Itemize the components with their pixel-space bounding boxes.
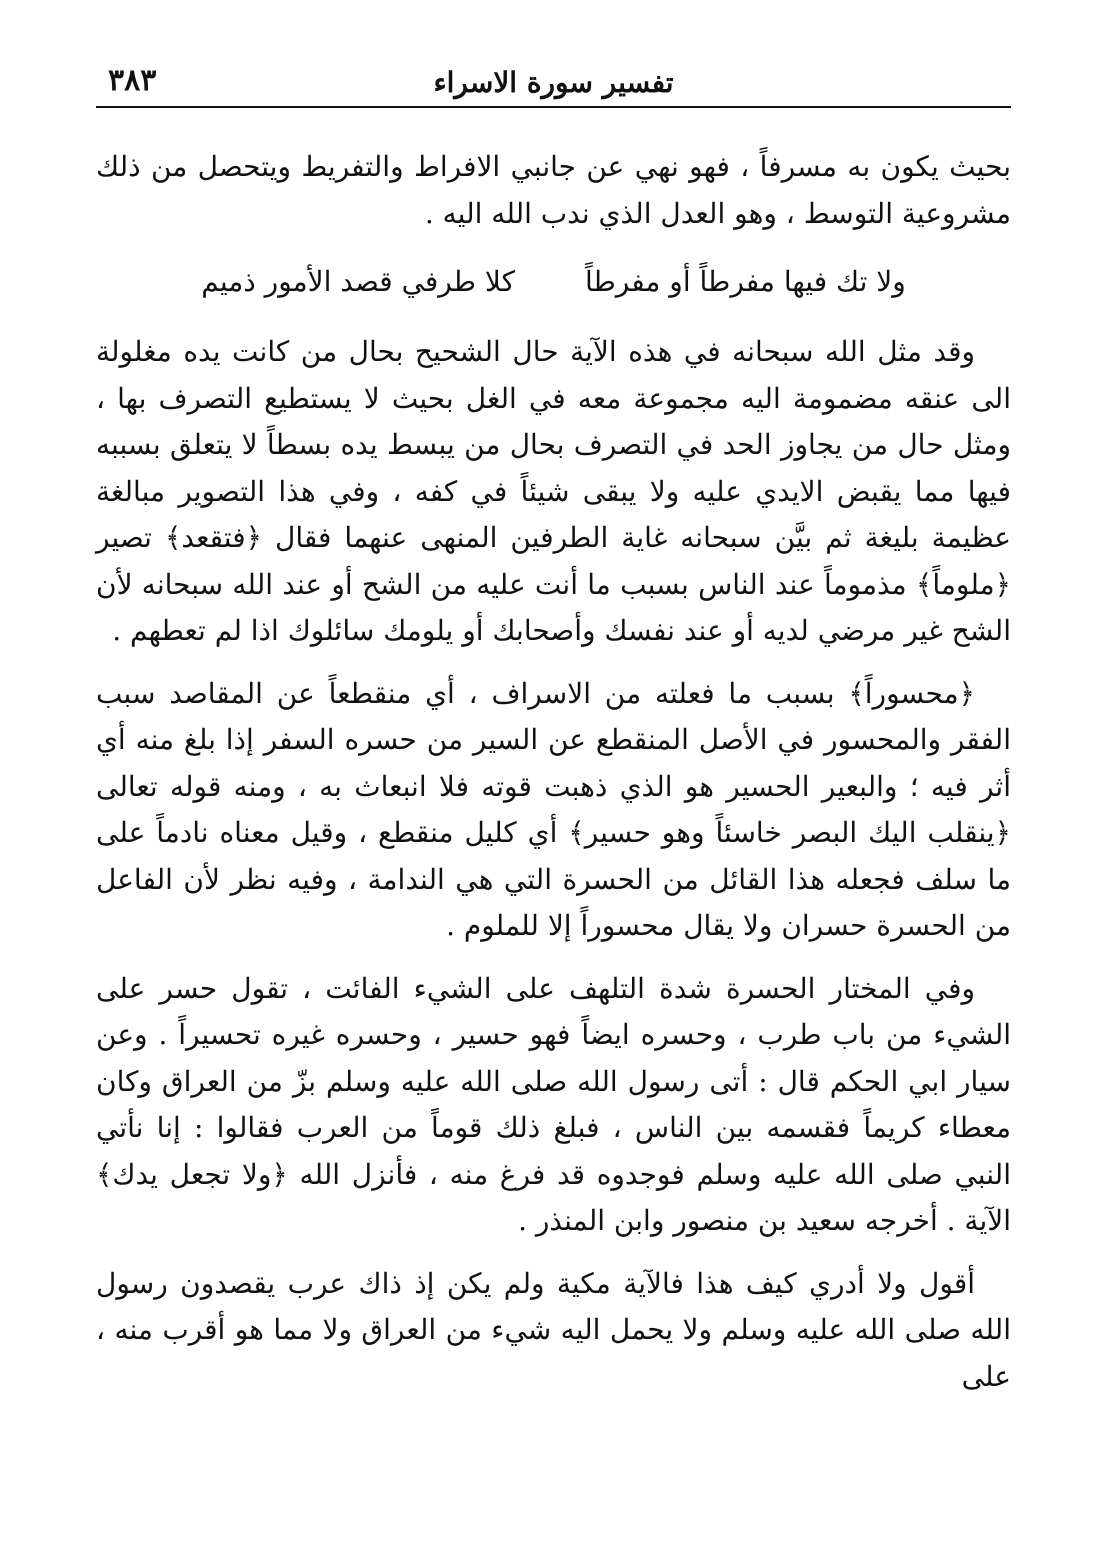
paragraph-4: وفي المختار الحسرة شدة التلهف على الشيء الفائت ، تقول حسر على الشيء من باب طرب ، وحسره ايضاً فهو حسير ، وحسره غيره تحسيراً . وعن سيار ابي الحكم قال : أتى رسول الله صلى الله عليه وسلم بزّ من العراق وكان معطاء كريماً فقسمه بين الناس ، فبلغ ذلك قوماً من العرب فقالوا : إنا نأتي النبي صلى الله عليه وسلم فوجدوه قد فرغ منه ، فأنزل الله ﴿ولا تجعل يدك﴾ الآية . أخرجه سعيد بن منصور وابن المنذر . <box>96 971 1011 1237</box>
page-body <box>96 144 1011 1400</box>
paragraph-1: بحيث يكون به مسرفاً ، فهو نهي عن جانبي الافراط والتفريط ويتحصل من ذلك مشروعية التوسط ، وهو العدل الذي ندب الله اليه . <box>96 150 1011 230</box>
chapter-title: تفسير سورة الاسراء <box>433 66 674 99</box>
paragraph-2: وقد مثل الله سبحانه في هذه الآية حال الشحيح بحال من كانت يده مغلولة الى عنقه مضمومة اليه مجموعة معه في الغل بحيث لا يستطيع التصرف بها ، ومثل حال من يجاوز الحد في التصرف بحال من يبسط يده بسطاً لا يتعلق بسببه فيها مما يقبض الايدي عليه ولا يبقى شيئاً في كفه ، وفي هذا التصوير مبالغة عظيمة بليغة ثم بيَّن سبحانه غاية الطرفين المنهى عنهما فقال ﴿فتقعد﴾ تصير ﴿ملوماً﴾ مذموماً عند الناس بسبب ما أنت عليه من الشح أو عند الله سبحانه لأن الشح غير مرضي لديه أو عند نفسك وأصحابك أو يلومك سائلوك اذا لم تعطهم . <box>96 335 1011 647</box>
page-number: ٣٨٣ <box>108 63 157 98</box>
paragraph-5: أقول ولا أدري كيف هذا فالآية مكية ولم يكن إذ ذاك عرب يقصدون رسول الله صلى الله عليه وسلم ولا يحمل اليه شيء من العراق ولا مما هو أقرب منه ، على <box>96 1266 1011 1393</box>
poetry-verse <box>96 259 1011 305</box>
verse-second-hemistich: كلا طرفي قصد الأمور ذميم <box>201 265 515 298</box>
paragraph-3: ﴿محسوراً﴾ بسبب ما فعلته من الاسراف ، أي منقطعاً عن المقاصد سبب الفقر والمحسور في الأصل المنقطع عن السير من حسره السفر إذا بلغ منه أي أثر فيه ؛ والبعير الحسير هو الذي ذهبت قوته فلا انبعاث به ، ومنه قوله تعالى ﴿ينقلب اليك البصر خاسئاً وهو حسير﴾ أي كليل منقطع ، وقيل معناه نادماً على ما سلف فجعله هذا القائل من الحسرة التي هي الندامة ، وفيه نظر لأن الفاعل من الحسرة حسران ولا يقال محسوراً إلا للملوم . <box>96 676 1011 942</box>
verse-first-hemistich: ولا تك فيها مفرطاً أو مفرطاً <box>584 265 906 298</box>
running-header <box>96 56 1011 108</box>
